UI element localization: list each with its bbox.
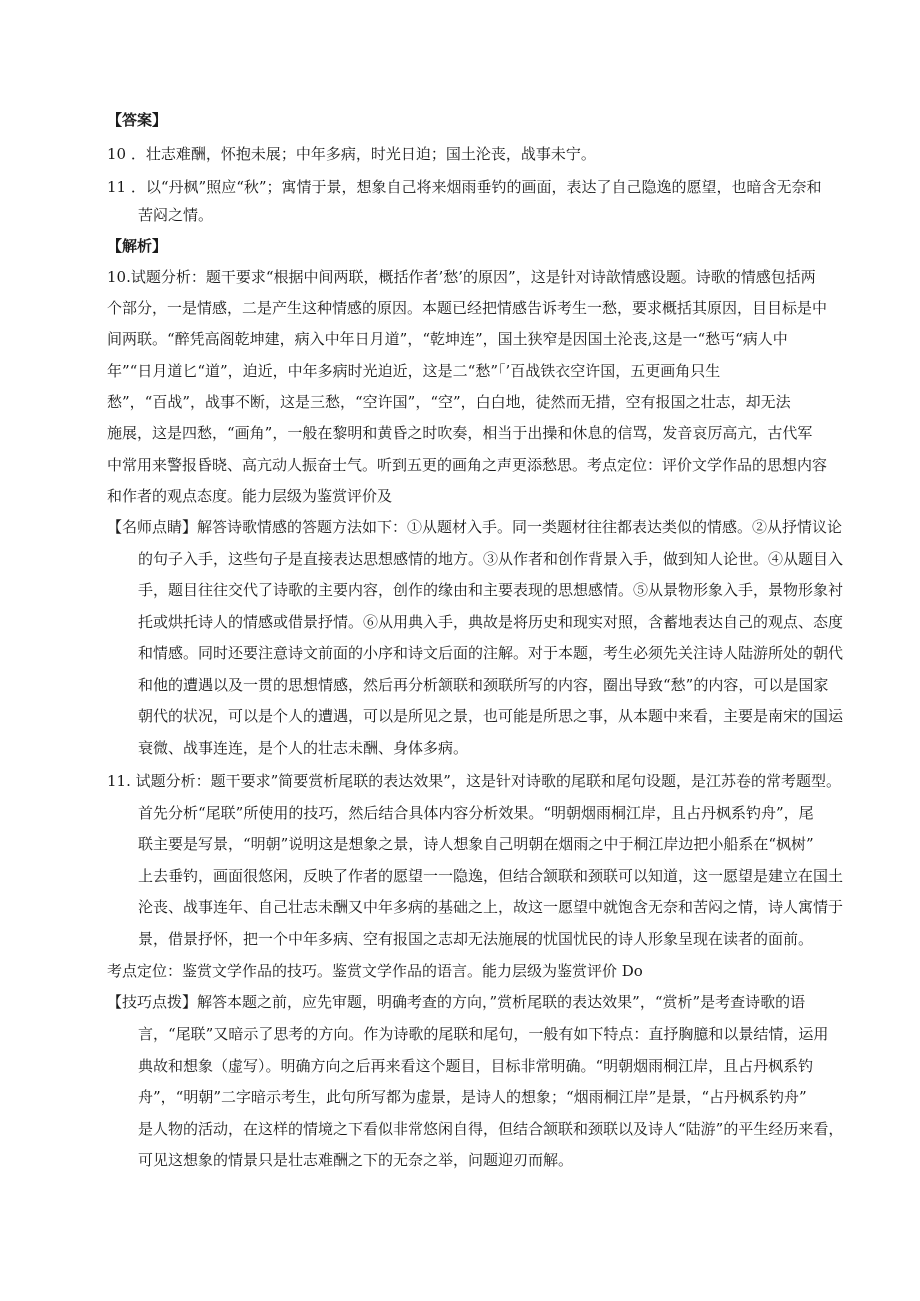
- q11-line: 考点定位：鉴赏文学作品的技巧。鉴赏文学作品的语言。能力层级为鉴赏评价 Do: [107, 962, 643, 980]
- analysis-heading: 【解析】: [107, 237, 168, 255]
- q10-line: 愁”，“百战”，战事不断，这是三愁，“空许国”，“空”，白白地，徒然而无措，空有报国之壮志，却无法: [107, 393, 791, 411]
- tip10-line: 和情感。同时还要注意诗文前面的小序和诗文后面的注解。对于本题，考生必须先关注诗人陆游所处的朝代: [138, 644, 844, 662]
- q10-line: 中常用来警报昏晓、高亢动人振奋士气。听到五更的画角之声更添愁思。考点定位：评价文学作品的思想内容: [107, 456, 828, 474]
- tip10-line: 托或烘托诗人的情感或借景抒情。⑥从用典入手，典故是将历史和现实对照，含蓄地表达自己的观点、态度: [138, 613, 844, 631]
- tip10-line: 手，题目往往交代了诗歌的主要内容，创作的缘由和主要表现的思想感情。⑤从景物形象入手，景物形象衬: [138, 581, 844, 599]
- q10-line: 年”“日月道匕“道”，迫近，中年多病时光迫近，这是二“愁”「’百战铁衣空许国，五更画角只生: [107, 362, 721, 380]
- tip10-line: 的句子入手，这些句子是直接表达思想感情的地方。③从作者和创作背景入手，做到知人论世。④从题目入: [138, 550, 844, 568]
- q11-line: 11. 试题分析：题干要求”简要赏析尾联的表达效果”，这是针对诗歌的尾联和尾句设题，是江苏卷的常考题型。: [107, 772, 841, 790]
- q11-line: 景，借景抒怀，把一个中年多病、空有报国之志却无法施展的忧国忧民的诗人形象呈现在读者的面前。: [138, 930, 814, 948]
- q11-line: 沦丧、战事连年、自己壮志未酬又中年多病的基础之上，故这一愿望中就饱含无奈和苦闷之情，诗人寓情于: [138, 898, 844, 916]
- answer-line: 10 ．壮志难酬，怀抱未展；中年多病，时光日迫；国土沦丧，战事未宁。: [107, 145, 596, 163]
- tip11-line: 是人物的活动，在这样的情境之下看似非常悠闲自得，但结合颔联和颈联以及诗人“陆游”的平生经历来看，: [138, 1120, 844, 1138]
- answer-heading: 【答案】: [107, 111, 168, 129]
- tip10-line: 【名师点睛】解答诗歌情感的答题方法如下：①从题材入手。同一类题材往往都表达类似的情感。②从抒情议论: [107, 518, 843, 536]
- answer-line: 11 ．以“丹枫”照应“秋”；寓情于景，想象自己将来烟雨垂钓的画面，表达了自己隐逸的愿望，也暗含无奈和: [107, 178, 822, 196]
- q11-line: 上去垂钓，画面很悠闲，反映了作者的愿望一一隐逸，但结合颔联和颈联可以知道，这一愿望是建立在国土: [138, 867, 844, 885]
- q11-line: 首先分析“尾联”所使用的技巧，然后结合具体内容分析效果。“明朝烟雨桐江岸，且占丹枫系钓舟”，尾: [138, 804, 814, 822]
- tip11-line: 言，“尾联”又暗示了思考的方向。作为诗歌的尾联和尾句，一般有如下特点：直抒胸臆和以景结情，运用: [138, 1025, 829, 1043]
- tip11-line: 典故和想象（虚写）。明确方向之后再来看这个题目，目标非常明确。“明朝烟雨桐江岸，且占丹枫系钓: [138, 1057, 814, 1075]
- q10-line: 和作者的观点态度。能力层级为鉴赏评价及: [107, 487, 393, 505]
- tip10-line: 衰微、战事连连，是个人的壮志未酬、身体多病。: [138, 739, 469, 757]
- answer-line: 苦闷之情。: [138, 206, 214, 224]
- tip11-line: 可见这想象的情景只是壮志难酬之下的无奈之举，问题迎刃而解。: [138, 1151, 574, 1169]
- q10-line: 个部分，一是情感，二是产生这种情感的原因。本题已经把情感告诉考生一愁，要求概括其原因，目目标是中: [107, 299, 828, 317]
- tip11-line: 【技巧点拨】解答本题之前，应先审题，明确考查的方向，”赏析尾联的表达效果”，“赏析”是考查诗歌的语: [107, 993, 806, 1011]
- q11-line: 联主要是写景，“明朝”说明这是想象之景，诗人想象自己明朝在烟雨之中于桐江岸边把小船系在“枫树”: [138, 835, 814, 853]
- tip11-line: 舟”，“明朝”二字暗示考生，此句所写都为虚景，是诗人的想象；“烟雨桐江岸”是景，“占丹枫系钓舟”: [138, 1088, 807, 1106]
- q10-line: 施展，这是四愁，“画角”，一般在黎明和黄昏之时吹奏，相当于出操和休息的信骂，发音哀厉高亢，古代军: [107, 424, 813, 442]
- q10-line: 10.试题分析：题干要求“根据中间两联，概括作者’愁’的原因”，这是针对诗歆情感设题。诗歌的情感包括两: [107, 268, 816, 286]
- q10-line: 间两联。“醉凭高阁乾坤建，病入中年日月道”，“乾坤连”，国土狭窄是因国土沦丧,这是一“愁丐“病人中: [107, 330, 788, 348]
- tip10-line: 和他的遭遇以及一贯的思想情感，然后再分析颔联和颈联所写的内容，圈出导致“愁”的内容，可以是国家: [138, 676, 829, 694]
- tip10-line: 朝代的状况，可以是个人的遭遇，可以是所见之景，也可能是所思之事，从本题中来看，主要是南宋的国运: [138, 707, 844, 725]
